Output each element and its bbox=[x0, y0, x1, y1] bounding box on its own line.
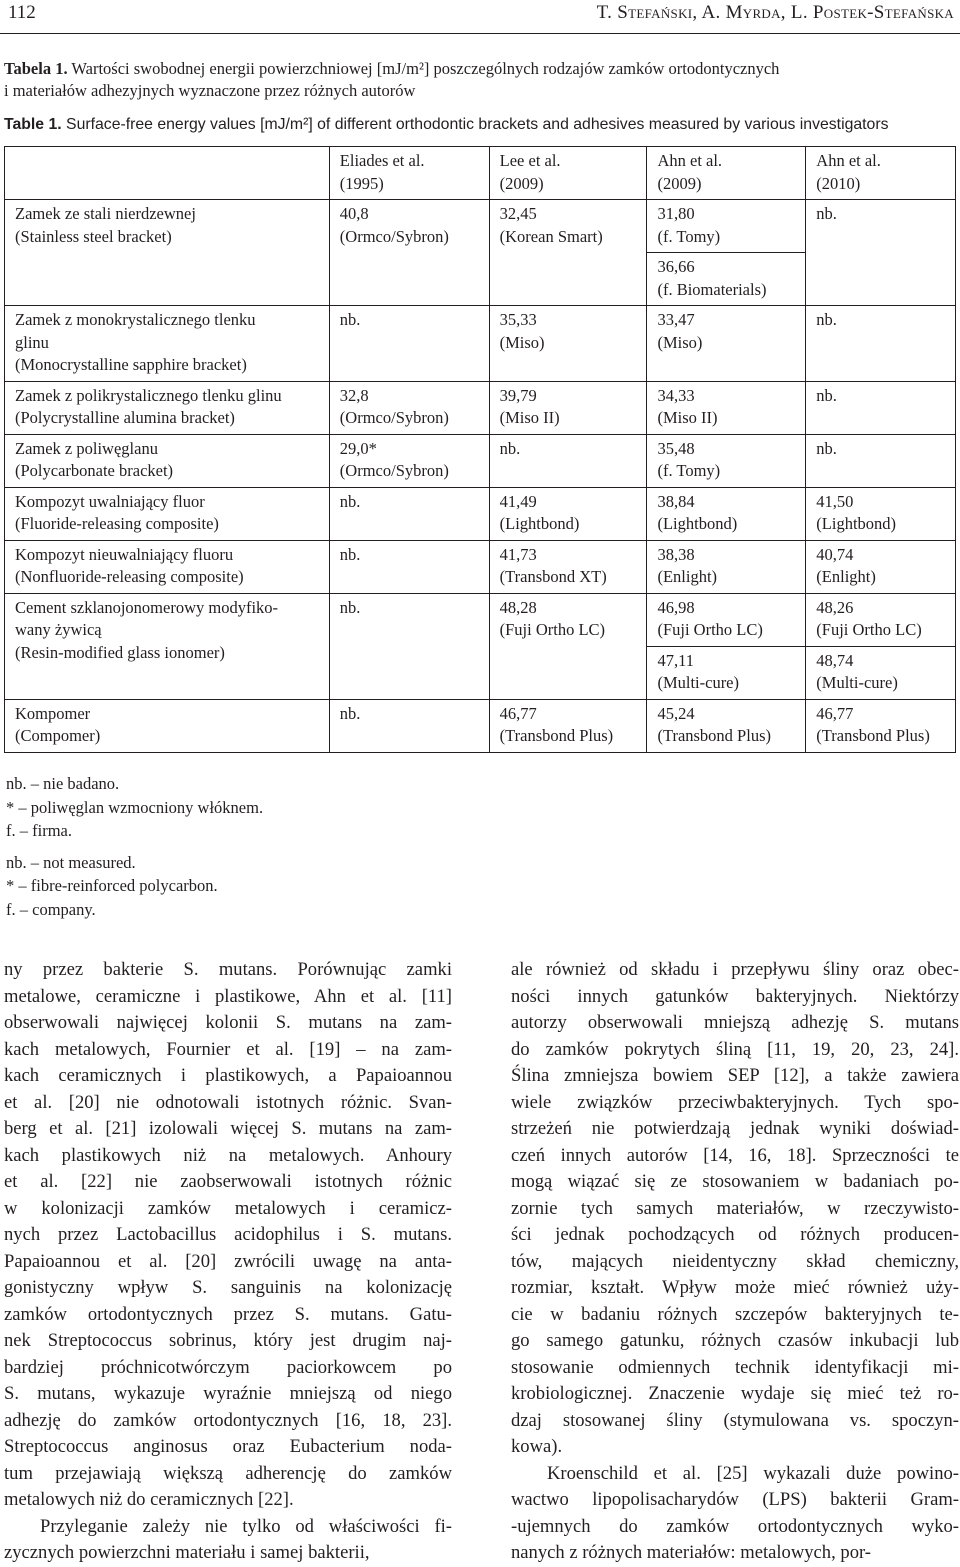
caption-polish-label: Tabela 1. bbox=[4, 59, 68, 78]
row-label: Zamek z polikrystalicznego tlenku glinu (Polycrystalline alumina bracket) bbox=[5, 381, 330, 434]
caption-polish-text-2: i materiałów adhezyjnych wyznaczone przez różnych autorów bbox=[4, 81, 416, 100]
body-line: et al. [22] nie zaobserwowali istotnych różnic bbox=[4, 1171, 452, 1192]
table-cell: 38,84 (Lightbond) bbox=[647, 487, 806, 540]
body-line: metalowe, ceramiczne i plastikowe, Ahn et al. [11] bbox=[4, 985, 452, 1007]
table-row bbox=[5, 593, 956, 646]
table-cell: 32,45 (Korean Smart) bbox=[489, 200, 647, 306]
table-cell: nb. bbox=[806, 200, 956, 306]
table-cell: nb. bbox=[329, 540, 489, 593]
table-cell: 45,24 (Transbond Plus) bbox=[647, 699, 806, 752]
table-header-row bbox=[5, 147, 956, 200]
body-line: cie w badaniu różnych szczepów bakteryjnych te- bbox=[511, 1303, 959, 1325]
body-line: wiele związków przeciwbakteryjnych. Tych spo- bbox=[511, 1091, 959, 1113]
footnote: nb. – nie badano. bbox=[6, 774, 120, 793]
table-cell: 47,11 (Multi-cure) bbox=[647, 646, 806, 699]
surface-energy-table bbox=[4, 146, 956, 753]
body-line: bardziej próchnicotwórczym paciorkowcem po bbox=[4, 1356, 452, 1378]
row-label: Cement szklanojonomerowy modyfiko- wany żywicą (Resin-modified glass ionomer) bbox=[5, 593, 330, 699]
table-cell: nb. bbox=[329, 699, 489, 752]
body-line: tum przejawiają większą adherencję do zamków bbox=[4, 1462, 452, 1484]
table-row bbox=[5, 540, 956, 593]
table-cell: 31,80 (f. Tomy) bbox=[647, 200, 806, 253]
table-cell: nb. bbox=[329, 306, 489, 382]
caption-polish bbox=[4, 58, 779, 102]
body-line: czeń innych autorów [14, 16, 18]. Sprzeczności te bbox=[511, 1144, 959, 1166]
table-cell: nb. bbox=[329, 593, 489, 699]
body-line: w kolonizacji zamków metalowych i ceramicz- bbox=[4, 1197, 452, 1219]
body-line: ny przez bakterie S. mutans. Porównując zamki bbox=[4, 959, 452, 980]
table-row bbox=[5, 434, 956, 487]
body-line: rozmiar, kształt. Wpływ może mieć również uży- bbox=[511, 1277, 959, 1298]
body-line: ale również od składu i przepływu śliny oraz obec- bbox=[511, 959, 959, 980]
column-header: Lee et al. (2009) bbox=[489, 147, 647, 200]
table-cell: nb. bbox=[329, 487, 489, 540]
table-cell: 39,79 (Miso II) bbox=[489, 381, 647, 434]
body-line: kach ceramicznych i plastikowych, a Papaioannou bbox=[4, 1065, 452, 1086]
body-line: strzeżeń nie potwierdzają jednak wyniki doświad- bbox=[511, 1118, 959, 1139]
body-column-left bbox=[4, 957, 452, 1567]
footnote: f. – company. bbox=[6, 899, 96, 919]
footnote: * – poliwęglan wzmocniony włóknem. bbox=[6, 797, 264, 817]
body-line: Przyleganie zależy nie tylko od właściwości fi- bbox=[40, 1515, 452, 1537]
row-label: Kompomer (Compomer) bbox=[5, 699, 330, 752]
table-row bbox=[5, 381, 956, 434]
body-line: do zamków pokrytych śliną [11, 19, 20, 23, 24]. bbox=[511, 1038, 959, 1060]
footnote: f. – firma. bbox=[6, 821, 72, 840]
table-cell: nb. bbox=[806, 381, 956, 434]
table-cell: 35,33 (Miso) bbox=[489, 306, 647, 382]
table-row bbox=[5, 200, 956, 253]
body-line: zamków ortodontycznych przez S. mutans. Gatu- bbox=[4, 1303, 452, 1325]
body-line: kowa). bbox=[511, 1436, 563, 1457]
row-label: Zamek z poliwęglanu (Polycarbonate bracket) bbox=[5, 434, 330, 487]
table-cell: 46,77 (Transbond Plus) bbox=[806, 699, 956, 752]
table-row bbox=[5, 306, 956, 382]
table-cell: 33,47 (Miso) bbox=[647, 306, 806, 382]
column-header: Ahn et al. (2009) bbox=[647, 147, 806, 200]
table-cell: 48,74 (Multi-cure) bbox=[806, 646, 956, 699]
body-line: kach metalowych, Fournier et al. [19] – na zam- bbox=[4, 1038, 452, 1060]
table-row bbox=[5, 699, 956, 752]
body-line: krobiologicznej. Znaczenie wydaje się mieć też ro- bbox=[511, 1383, 959, 1404]
table-cell: 40,8 (Ormco/Sybron) bbox=[329, 200, 489, 306]
table-cell: 36,66 (f. Biomaterials) bbox=[647, 253, 806, 306]
body-line: obserwowali najwięcej kolonii S. mutans na zam- bbox=[4, 1012, 452, 1033]
row-label: Zamek ze stali nierdzewnej (Stainless steel bracket) bbox=[5, 200, 330, 306]
body-line: nek Streptococcus sobrinus, który jest drugim naj- bbox=[4, 1330, 452, 1351]
caption-english bbox=[4, 114, 888, 136]
table-cell: 40,74 (Enlight) bbox=[806, 540, 956, 593]
body-line: zornie tych samych materiałów, w rzeczywisto- bbox=[511, 1197, 959, 1219]
caption-polish-text-1: Wartości swobodnej energii powierzchniowej [mJ/m²] poszczególnych rodzajów zamków ortodontycznych bbox=[71, 59, 780, 78]
table-cell: 41,49 (Lightbond) bbox=[489, 487, 647, 540]
row-label: Kompozyt nieuwalniający fluoru (Nonfluoride-releasing composite) bbox=[5, 540, 330, 593]
body-line: Kroenschild et al. [25] wykazali duże powino- bbox=[547, 1462, 959, 1484]
row-label: Zamek z monokrystalicznego tlenku glinu (Monocrystalline sapphire bracket) bbox=[5, 306, 330, 382]
body-line: Streptococcus anginosus oraz Eubacterium noda- bbox=[4, 1436, 452, 1457]
page-number: 112 bbox=[8, 2, 36, 23]
table-cell: 34,33 (Miso II) bbox=[647, 381, 806, 434]
column-header: Eliades et al. (1995) bbox=[329, 147, 489, 200]
footnote: * – fibre-reinforced polycarbon. bbox=[6, 876, 218, 895]
body-line: Ślina zmniejsza bowiem SEP [12], a także zawiera bbox=[511, 1065, 959, 1086]
body-line: autorzy obserwowali mniejszą adhezję S. mutans bbox=[511, 1012, 959, 1033]
body-line: tów, mających nieidentyczny skład chemiczny, bbox=[511, 1250, 959, 1272]
table-cell: nb. bbox=[806, 434, 956, 487]
table-cell: 38,38 (Enlight) bbox=[647, 540, 806, 593]
table-row bbox=[5, 487, 956, 540]
table-cell: 41,50 (Lightbond) bbox=[806, 487, 956, 540]
body-line: nanych z różnych materiałów: metalowych, por- bbox=[511, 1542, 871, 1563]
table-cell: 48,28 (Fuji Ortho LC) bbox=[489, 593, 647, 699]
table-footnotes bbox=[6, 772, 263, 921]
table-cell: 46,98 (Fuji Ortho LC) bbox=[647, 593, 806, 646]
body-line: ści jednak pochodzących od różnych producen- bbox=[511, 1224, 959, 1245]
header-rule bbox=[0, 33, 960, 34]
table-cell: 29,0* (Ormco/Sybron) bbox=[329, 434, 489, 487]
body-line: metalowych niż do ceramicznych [22]. bbox=[4, 1489, 294, 1510]
body-line: stosowanie odmiennych technik identyfikacji mi- bbox=[511, 1356, 959, 1378]
body-line: mogą wiązać się ze stosowaniem w badaniach po- bbox=[511, 1171, 959, 1192]
running-head: T. Stefański, A. Myrda, L. Postek-Stefańska bbox=[596, 2, 954, 23]
footnote: nb. – not measured. bbox=[6, 852, 136, 872]
body-line: ności innych gatunków bakteryjnych. Niektórzy bbox=[511, 985, 959, 1007]
header-empty-cell bbox=[5, 147, 330, 200]
body-column-right bbox=[511, 957, 959, 1567]
table-cell: 32,8 (Ormco/Sybron) bbox=[329, 381, 489, 434]
body-line: dzaj stosowanej śliny (stymulowana vs. spoczyn- bbox=[511, 1409, 959, 1431]
table-cell: 41,73 (Transbond XT) bbox=[489, 540, 647, 593]
table-cell: 46,77 (Transbond Plus) bbox=[489, 699, 647, 752]
body-line: zycznych powierzchni materiału i samej bakterii, bbox=[4, 1542, 370, 1563]
body-line: berg et al. [21] izolowali więcej S. mutans na zam- bbox=[4, 1118, 452, 1139]
body-line: nych przez Lactobacillus acidophilus i S. mutans. bbox=[4, 1224, 452, 1245]
caption-english-label: Table 1. bbox=[4, 116, 62, 133]
body-line: gonistyczny wpływ S. sanguinis na kolonizację bbox=[4, 1277, 452, 1298]
body-line: S. mutans, wykazuje wyraźnie mniejszą od niego bbox=[4, 1383, 452, 1404]
body-line: et al. [20] nie odnotowali istotnych różnic. Svan- bbox=[4, 1091, 452, 1113]
row-label: Kompozyt uwalniający fluor (Fluoride-releasing composite) bbox=[5, 487, 330, 540]
body-line: -ujemnych do zamków ortodontycznych wyko- bbox=[511, 1515, 959, 1537]
body-line: wactwo lipopolisacharydów (LPS) bakterii Gram- bbox=[511, 1489, 959, 1510]
body-line: Papaioannou et al. [20] zwrócili uwagę na anta- bbox=[4, 1250, 452, 1272]
column-header: Ahn et al. (2010) bbox=[806, 147, 956, 200]
body-line: adhezję do zamków ortodontycznych [16, 18, 23]. bbox=[4, 1409, 452, 1431]
table-cell: 35,48 (f. Tomy) bbox=[647, 434, 806, 487]
table-cell: nb. bbox=[489, 434, 647, 487]
body-line: kach plastikowych niż na metalowych. Anhoury bbox=[4, 1144, 452, 1166]
caption-english-text: Surface-free energy values [mJ/m²] of different orthodontic brackets and adhesives measured by various investigators bbox=[66, 116, 889, 133]
table-cell: nb. bbox=[806, 306, 956, 382]
body-line: go samego gatunku, różnych czasów inkubacji lub bbox=[511, 1330, 959, 1351]
table-cell: 48,26 (Fuji Ortho LC) bbox=[806, 593, 956, 646]
